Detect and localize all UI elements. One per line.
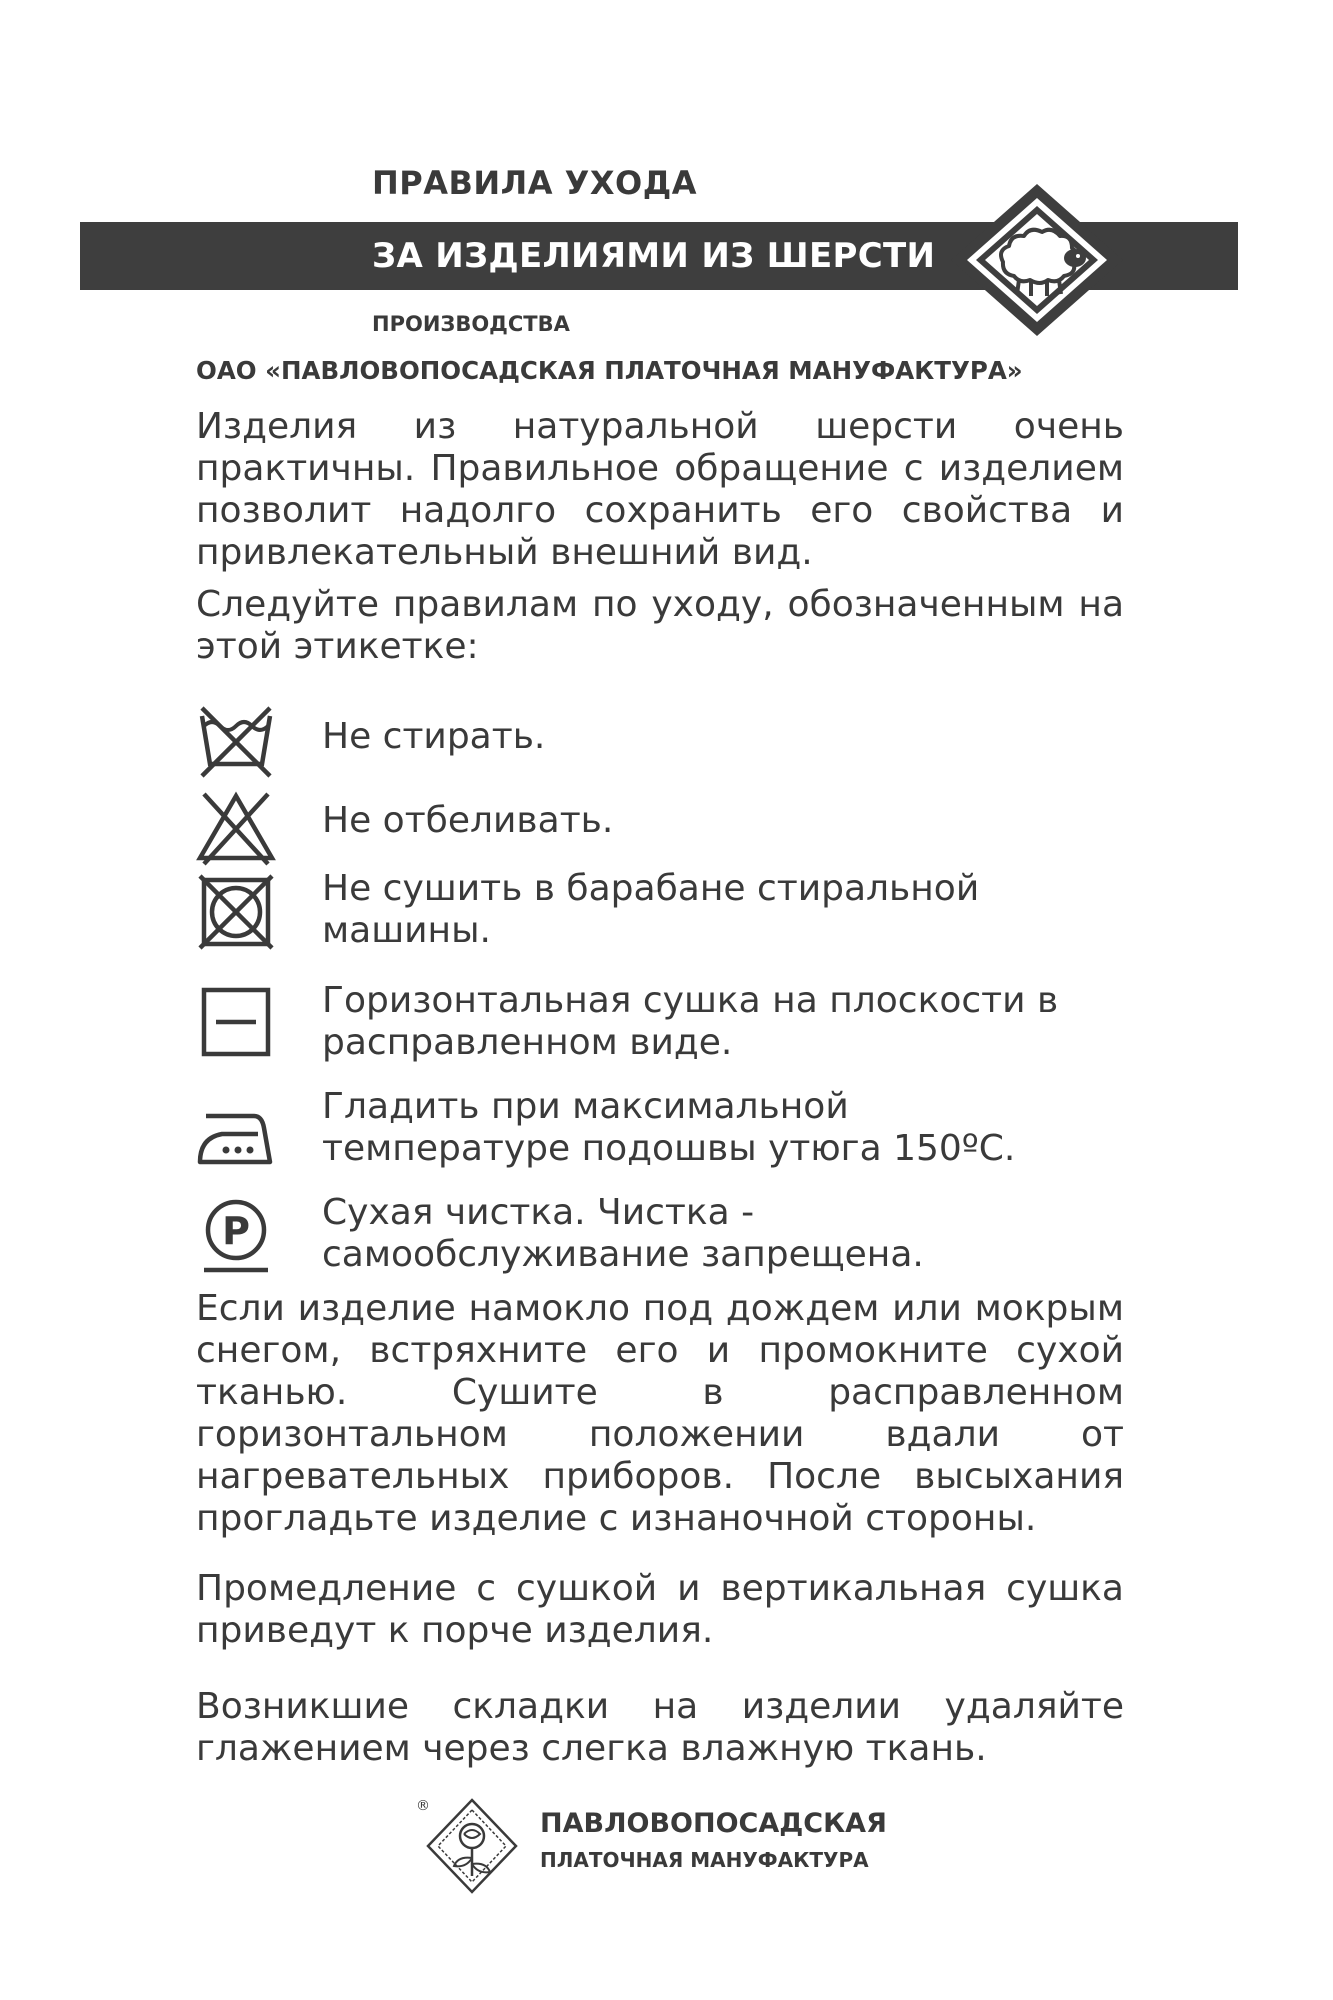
advice-paragraph-wet: Если изделие намокло под дождем или мокрым снегом, встряхните его и промокните сухой тканью. Сушите в расправленном горизонтальном положении вдали от нагревательных приборов. После высыхания прогладьте изделие с изнаночной стороны. <box>196 1288 1124 1539</box>
care-text: Не отбеливать. <box>322 800 614 841</box>
no-wash-icon <box>196 702 276 782</box>
iron-150-icon <box>196 1098 276 1178</box>
dry-clean-p-icon <box>196 1196 276 1276</box>
rose-diamond-logo-icon <box>412 1790 522 1900</box>
care-text: Не стирать. <box>322 716 546 757</box>
title-line1: ПРАВИЛА УХОДА <box>372 164 697 202</box>
no-tumble-dry-icon <box>196 872 276 952</box>
no-bleach-icon <box>196 788 276 868</box>
svg-text:P: P <box>222 1209 250 1253</box>
registered-mark: ® <box>416 1798 430 1814</box>
footer-brand-line1: ПАВЛОВОПОСАДСКАЯ <box>540 1808 887 1839</box>
care-text: Гладить при максимальной температуре подошвы утюга 150ºС. <box>322 1086 1016 1169</box>
producer-label: ПРОИЗВОДСТВА <box>372 312 570 336</box>
intro-paragraph: Изделия из натуральной шерсти очень практичны. Правильное обращение с изделием позволит надолго сохранить его свойства и привлекательный внешний вид. <box>196 406 1124 573</box>
dry-flat-icon <box>196 982 276 1062</box>
intro-instruction: Следуйте правилам по уходу, обозначенным на этой этикетке: <box>196 584 1124 667</box>
advice-paragraph-drying: Промедление с сушкой и вертикальная сушка приведут к порче изделия. <box>196 1568 1124 1651</box>
care-text: Не сушить в барабане стиральной машины. <box>322 868 980 951</box>
footer-brand-line2: ПЛАТОЧНАЯ МАНУФАКТУРА <box>540 1848 869 1872</box>
care-text: Сухая чистка. Чистка - самообслуживание запрещена. <box>322 1192 924 1275</box>
company-name: ОАО «ПАВЛОВОПОСАДСКАЯ ПЛАТОЧНАЯ МАНУФАКТУРА» <box>196 356 1023 385</box>
care-text: Горизонтальная сушка на плоскости в расправленном виде. <box>322 980 1059 1063</box>
sheep-icon <box>947 180 1127 340</box>
title-line2: ЗА ИЗДЕЛИЯМИ ИЗ ШЕРСТИ <box>372 236 936 276</box>
advice-paragraph-creases: Возникшие складки на изделии удаляйте глажением через слегка влажную ткань. <box>196 1686 1124 1769</box>
